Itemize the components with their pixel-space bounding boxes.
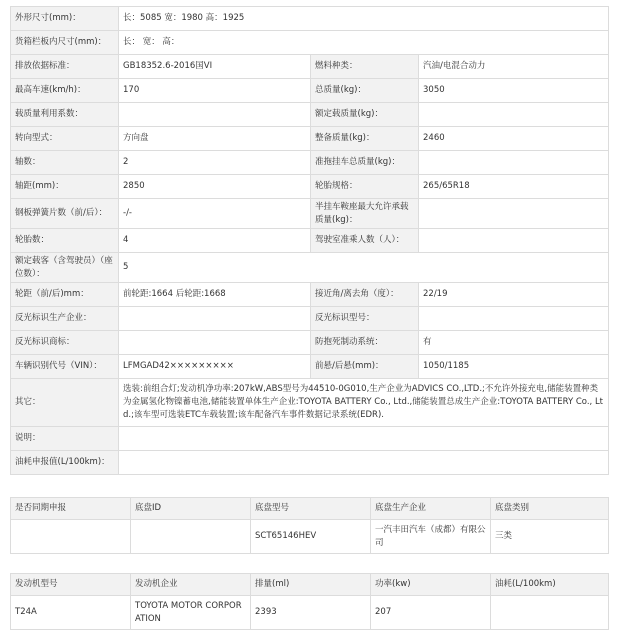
spec-value: 方向盘 [119, 127, 311, 151]
spec-label: 前悬/后悬(mm)： [311, 355, 419, 379]
table-cell [491, 596, 609, 630]
spec-label: 轴数： [11, 151, 119, 175]
spec-value: 2850 [119, 175, 311, 199]
spec-label: 准拖挂车总质量(kg)： [311, 151, 419, 175]
column-header: 是否同期申报 [11, 498, 131, 520]
spec-label: 反光标识型号： [311, 307, 419, 331]
spec-label: 接近角/离去角（度）： [311, 283, 419, 307]
spec-label: 轮胎规格： [311, 175, 419, 199]
table-cell: 2393 [251, 596, 371, 630]
spec-row [11, 283, 609, 307]
spec-value: 170 [119, 79, 311, 103]
spec-label: 整备质量(kg)： [311, 127, 419, 151]
spec-label: 轮胎数： [11, 229, 119, 253]
spec-value [119, 451, 609, 475]
column-header: 发动机企业 [131, 574, 251, 596]
spec-row-dimensions [11, 7, 609, 31]
spec-label: 其它： [11, 379, 119, 427]
table-cell [11, 520, 131, 554]
spec-label: 油耗申报值(L/100km)： [11, 451, 119, 475]
spec-label: 防抱死制动系统： [311, 331, 419, 355]
spec-label: 排放依据标准： [11, 55, 119, 79]
spec-value: 选装:前组合灯;发动机净功率:207kW,ABS型号为44510-0G010,生产企业为ADVICS CO.,LTD.;不允许外接充电,储能装置种类为金属氢化物镍蓄电池,储能装置单体生产企业:TOYOTA BATTERY Co., Ltd.,储能装置总成生产企业:TOYOTA BATTERY Co., Ltd.;该车型可选装ETC车载装置;该车配备汽车事件数据记录系统(EDR). [119, 379, 609, 427]
table-header-row [11, 498, 609, 520]
spec-value [419, 229, 609, 253]
spec-row [11, 151, 609, 175]
spec-row-other [11, 379, 609, 427]
spec-label: 总质量(kg)： [311, 79, 419, 103]
spec-row-notes [11, 427, 609, 451]
spec-row [11, 103, 609, 127]
spec-row [11, 355, 609, 379]
spec-value [419, 199, 609, 229]
column-header: 油耗(L/100km) [491, 574, 609, 596]
table-cell: 一汽丰田汽车（成都）有限公司 [371, 520, 491, 554]
spec-row [11, 331, 609, 355]
spec-label: 轮距（前/后)mm： [11, 283, 119, 307]
spec-label: 货箱栏板内尺寸(mm)： [11, 31, 119, 55]
spec-value: 长：5085 宽：1980 高：1925 [119, 7, 609, 31]
spec-row-seats [11, 253, 609, 283]
spec-value: 3050 [419, 79, 609, 103]
column-header: 底盘生产企业 [371, 498, 491, 520]
spec-label: 燃料种类： [311, 55, 419, 79]
spec-value: 5 [119, 253, 609, 283]
spec-value: 4 [119, 229, 311, 253]
spec-label: 车辆识别代号（VIN）： [11, 355, 119, 379]
column-header: 底盘ID [131, 498, 251, 520]
spec-value [119, 307, 311, 331]
spec-label: 轴距(mm)： [11, 175, 119, 199]
table-cell [131, 520, 251, 554]
spec-label: 钢板弹簧片数（前/后）： [11, 199, 119, 229]
spec-value: GB18352.6-2016国VI [119, 55, 311, 79]
table-cell: SCT65146HEV [251, 520, 371, 554]
column-header: 底盘型号 [251, 498, 371, 520]
spec-label: 半挂车鞍座最大允许承载质量(kg)： [311, 199, 419, 229]
spec-label: 驾驶室准乘人数（人）： [311, 229, 419, 253]
spec-value: LFMGAD42××××××××× [119, 355, 311, 379]
spec-label: 说明： [11, 427, 119, 451]
spec-label: 额定载质量(kg)： [311, 103, 419, 127]
table-header-row [11, 574, 609, 596]
spec-value [419, 151, 609, 175]
spec-value: 22/19 [419, 283, 609, 307]
spec-row [11, 307, 609, 331]
spec-row [11, 79, 609, 103]
spec-row [11, 175, 609, 199]
spec-value: 长： 宽： 高： [119, 31, 609, 55]
spec-value: 汽油/电混合动力 [419, 55, 609, 79]
table-row [11, 520, 609, 554]
spec-row [11, 229, 609, 253]
spec-value: 2 [119, 151, 311, 175]
spec-value: 1050/1185 [419, 355, 609, 379]
spec-label: 外形尺寸(mm)： [11, 7, 119, 31]
spec-row-cargo-box [11, 31, 609, 55]
spec-value [119, 427, 609, 451]
table-cell: TOYOTA MOTOR CORPORATION [131, 596, 251, 630]
spec-label: 额定载客（含驾驶员）（座位数）： [11, 253, 119, 283]
column-header: 功率(kw) [371, 574, 491, 596]
spec-label: 转向型式： [11, 127, 119, 151]
spec-value [119, 331, 311, 355]
table-row [11, 596, 609, 630]
spec-row-fuel [11, 451, 609, 475]
chassis-table [10, 497, 609, 554]
column-header: 排量(ml) [251, 574, 371, 596]
table-cell: 三类 [491, 520, 609, 554]
spec-label: 反光标识生产企业： [11, 307, 119, 331]
spec-value: 有 [419, 331, 609, 355]
spec-value [119, 103, 311, 127]
spec-value [419, 307, 609, 331]
spec-value [419, 103, 609, 127]
engine-table [10, 573, 609, 630]
spec-row [11, 199, 609, 229]
spec-value: 2460 [419, 127, 609, 151]
column-header: 发动机型号 [11, 574, 131, 596]
table-cell: 207 [371, 596, 491, 630]
spec-label: 载质量利用系数： [11, 103, 119, 127]
spec-value: -/- [119, 199, 311, 229]
spec-row [11, 127, 609, 151]
spec-value: 265/65R18 [419, 175, 609, 199]
table-cell: T24A [11, 596, 131, 630]
spec-value: 前轮距:1664 后轮距:1668 [119, 283, 311, 307]
spec-label: 最高车速(km/h)： [11, 79, 119, 103]
column-header: 底盘类别 [491, 498, 609, 520]
spec-label: 反光标识商标： [11, 331, 119, 355]
vehicle-spec-table [10, 6, 609, 475]
spec-row [11, 55, 609, 79]
